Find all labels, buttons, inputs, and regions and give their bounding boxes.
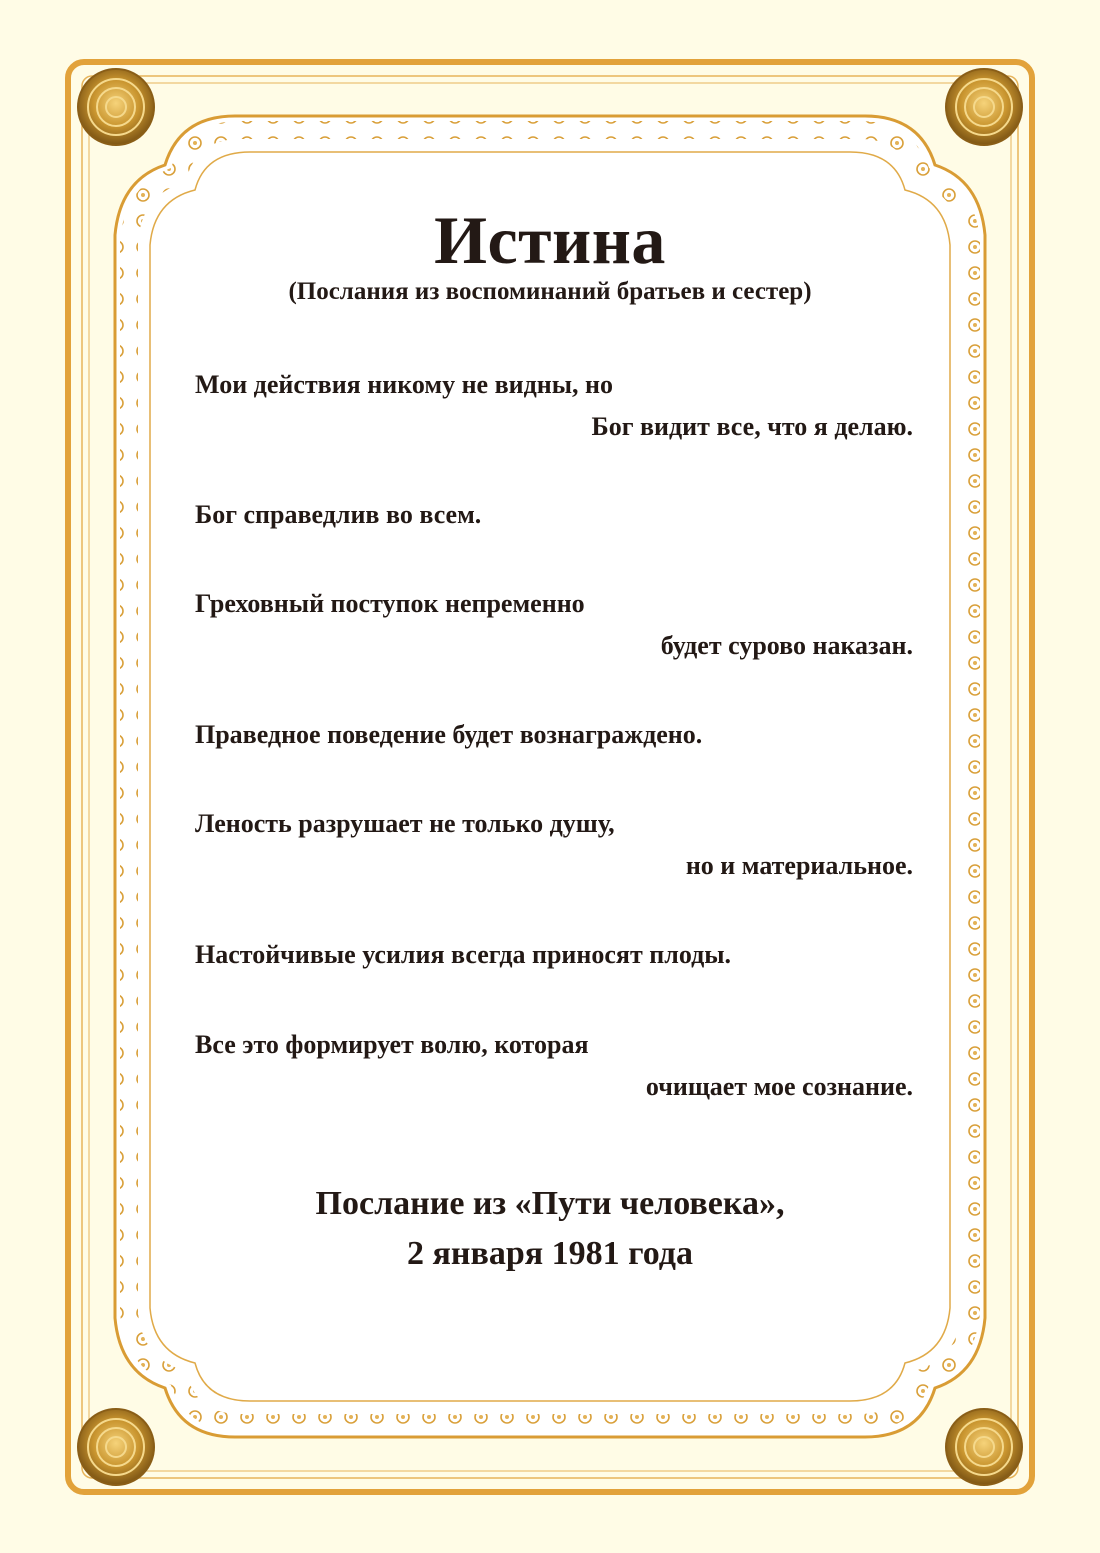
verse-7 bbox=[195, 1028, 913, 1104]
verse-line: будет сурово наказан. bbox=[660, 631, 913, 660]
verse-5 bbox=[195, 807, 913, 883]
verse-line: Все это формирует волю, которая bbox=[195, 1030, 589, 1059]
verse-line: Настойчивые усилия всегда приносят плоды. bbox=[195, 940, 732, 969]
page-title: Истина bbox=[434, 202, 666, 278]
corner-medallion-icon bbox=[946, 1409, 1022, 1485]
verse-line: Мои действия никому не видны, но bbox=[195, 370, 614, 399]
corner-medallion-icon bbox=[946, 69, 1022, 145]
verse-2 bbox=[195, 498, 913, 532]
footer-date: 2 января 1981 года bbox=[407, 1235, 693, 1272]
verse-line: Праведное поведение будет вознаграждено. bbox=[195, 720, 703, 749]
verse-line: но и материальное. bbox=[685, 851, 913, 880]
verse-1 bbox=[195, 368, 913, 444]
page-subtitle: (Послания из воспоминаний братьев и сестер) bbox=[288, 278, 812, 305]
verse-6 bbox=[195, 938, 913, 972]
verse-3 bbox=[195, 587, 913, 663]
verse-line: Леность разрушает не только душу, bbox=[195, 809, 615, 838]
verse-line: Греховный поступок непременно bbox=[195, 589, 585, 618]
verse-line: Бог видит все, что я делаю. bbox=[591, 412, 913, 441]
verse-4 bbox=[195, 718, 913, 752]
footer-source: Послание из «Пути человека», bbox=[315, 1185, 785, 1222]
corner-medallion-icon bbox=[78, 1409, 154, 1485]
corner-medallion-icon bbox=[78, 69, 154, 145]
verse-line: Бог справедлив во всем. bbox=[195, 500, 482, 529]
verse-line: очищает мое сознание. bbox=[645, 1072, 913, 1101]
